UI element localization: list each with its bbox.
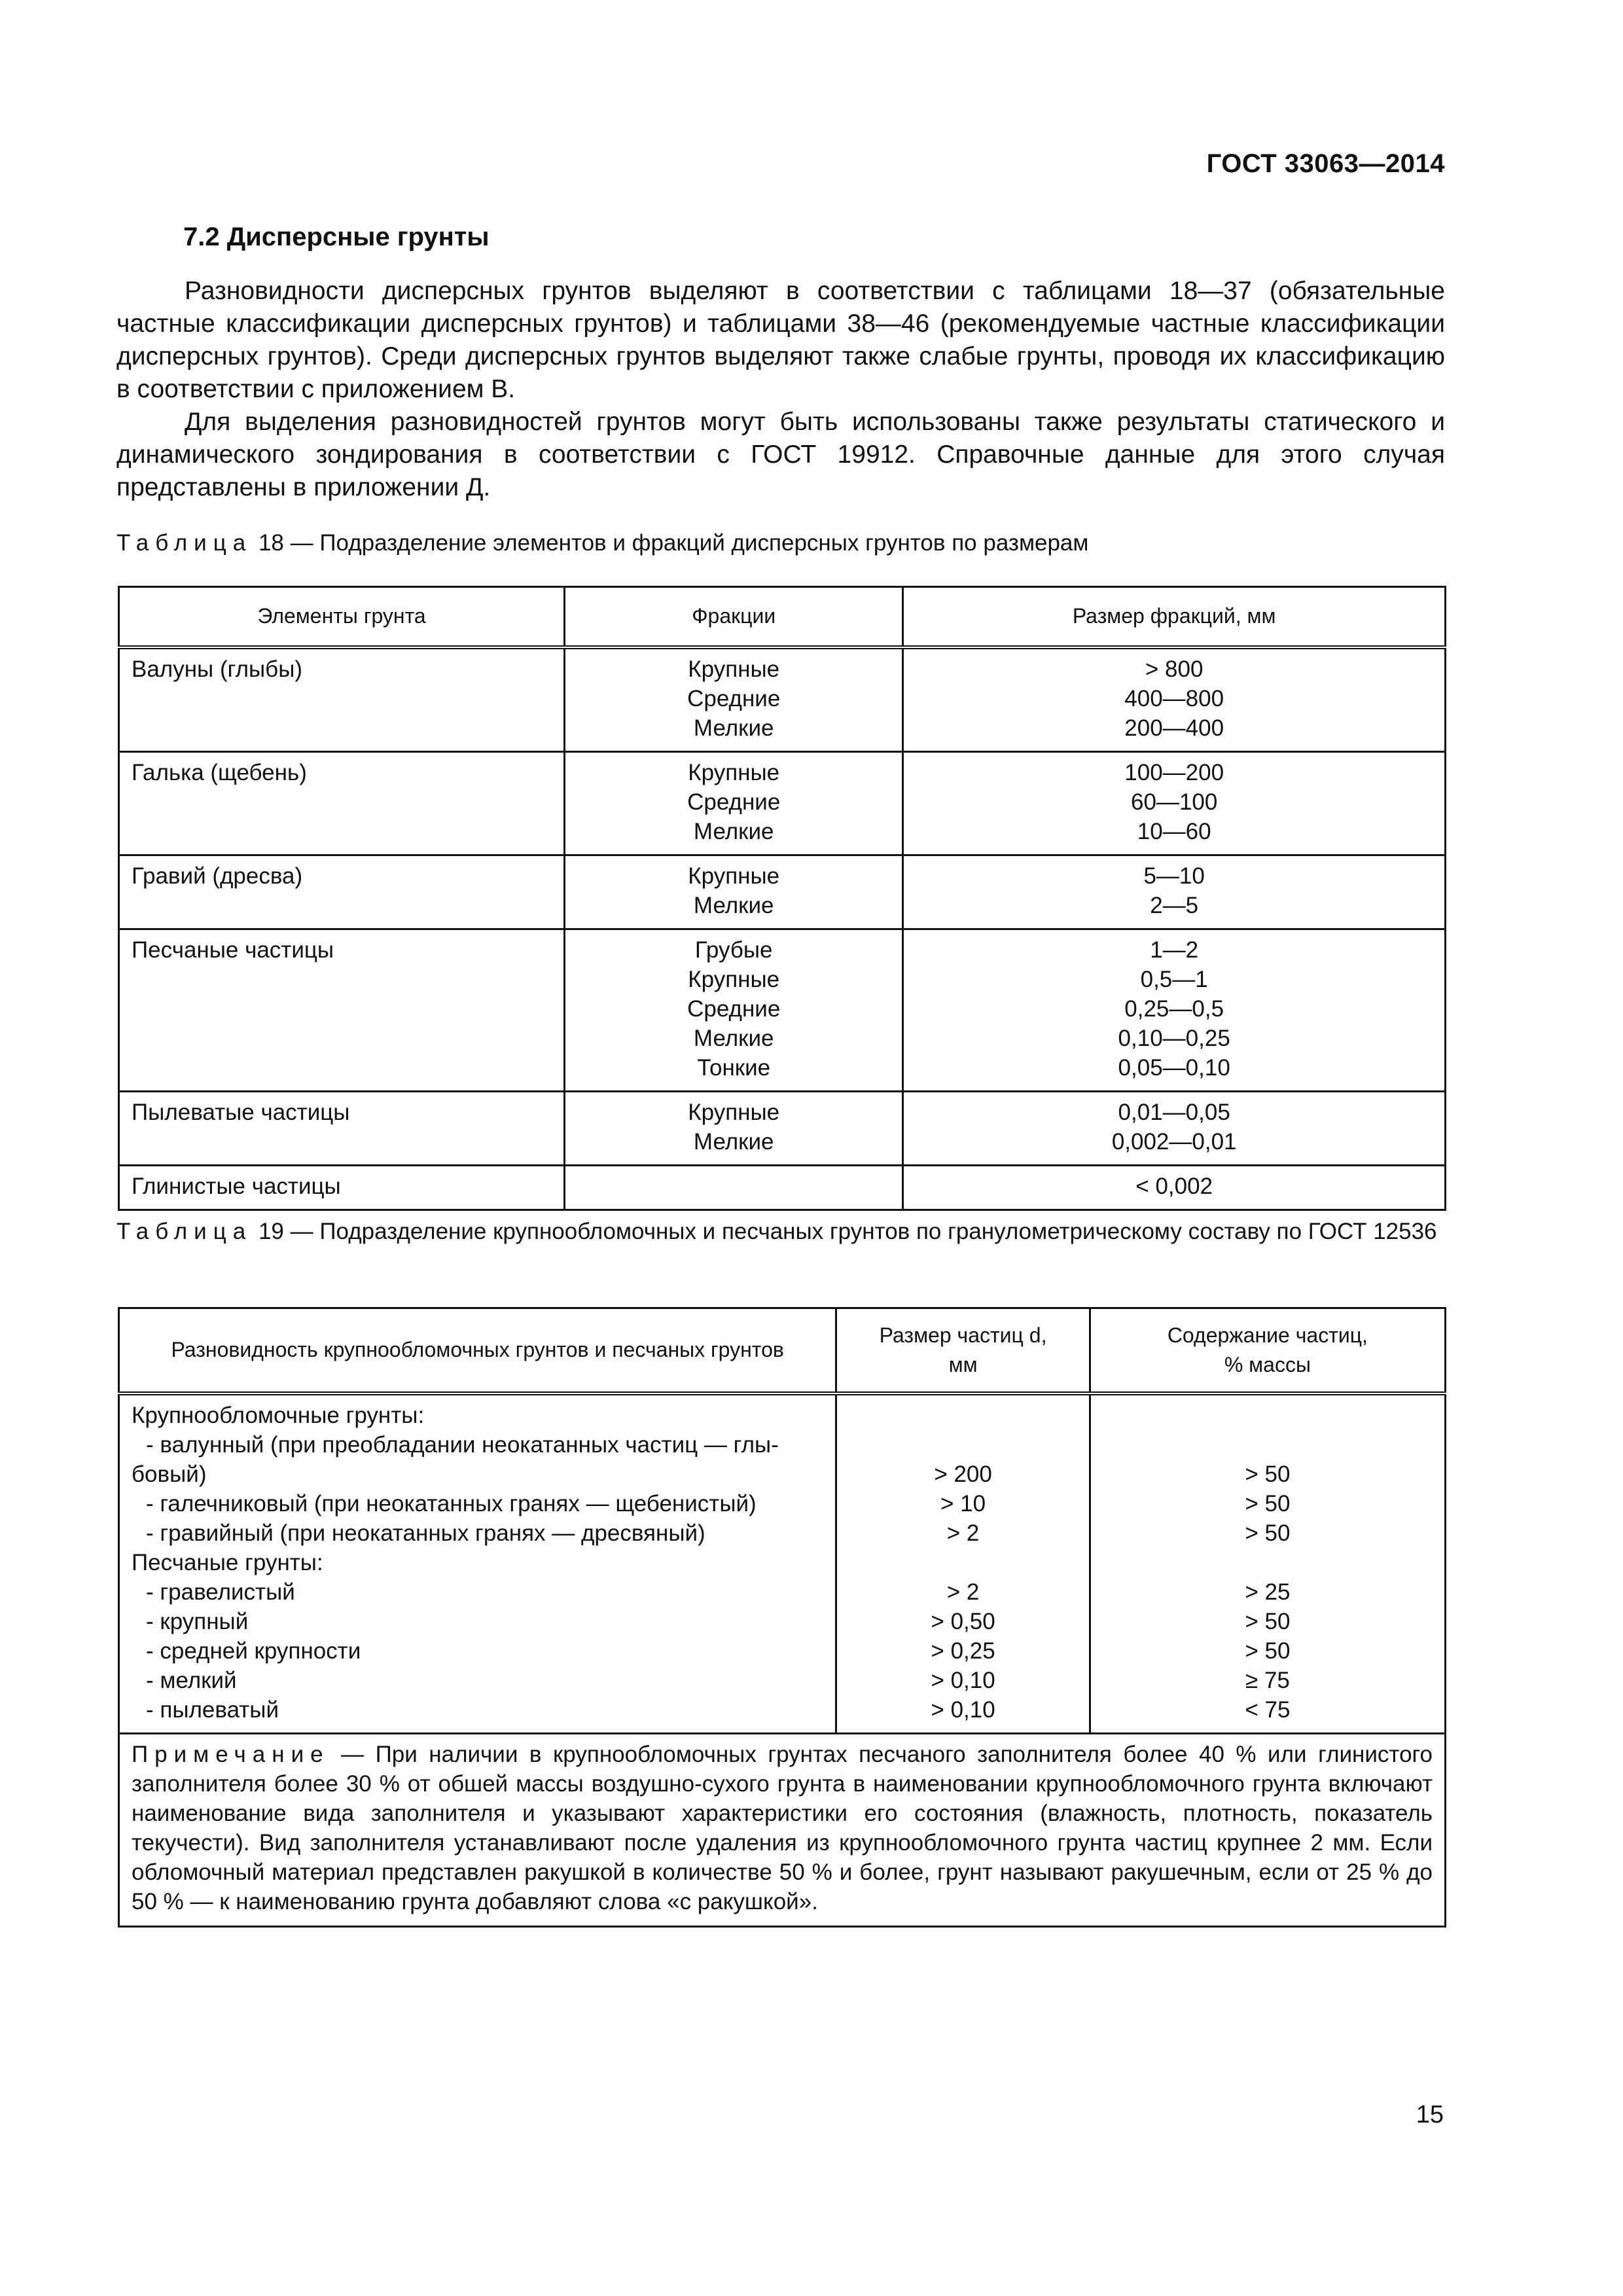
table-19-content-value [1097,1401,1438,1430]
table-19-variety-line: Песчаные грунты: [132,1549,323,1575]
table-18 [118,586,1446,1211]
table-19-header-row [119,1308,1446,1393]
table-18-caption-label: Таблица [116,530,253,556]
table-19-content-value: ≥ 75 [1245,1667,1290,1693]
table-19-header-size-line1: Размер частиц d, [879,1323,1047,1347]
table-18-fractions-cell [565,929,903,1091]
table-19-content-value: > 25 [1245,1579,1291,1605]
table-18-element-cell: Глинистые частицы [119,1165,565,1210]
table-18-size: 5—10 [1143,863,1205,889]
table-18-size: 200—400 [1124,715,1224,741]
table-18-fraction: Крупные [688,759,780,785]
table-18-size: 400—800 [1124,685,1224,711]
table-18-row [119,929,1446,1091]
table-18-row [119,1165,1446,1210]
table-19 [118,1307,1446,1928]
table-18-fractions-cell [565,751,903,855]
table-19-size-value: > 0,50 [931,1608,995,1634]
table-19-size-value [844,1430,1082,1460]
table-19-note-text: — При наличии в крупнообломочных грунтах песчаного заполнителя более 40 % или глинистого заполнителя более 30 % от обшей массы воздушно-сухого грунта в наименовании крупнообломочного грунта включают наименование вида заполнителя и указывают характеристики его состояния (влажность, плотность, показатель текучести). Вид заполнителя устанавливают после удаления из крупнообломочного грунта частиц крупнее 2 мм. Если обломочный материал представлен ракушкой в количестве 50 % и более, грунт называют ракушечным, если от 25 % до 50 % — к наименованию грунта добавляют слова «с ракушкой». [132,1741,1433,1914]
table-19-size-value [844,1401,1082,1430]
table-18-size: 0,002—0,01 [1111,1128,1237,1155]
table-19-variety-line: - гравелистый [146,1579,295,1605]
table-19-content-value: > 50 [1245,1490,1291,1516]
table-19-header-content [1090,1308,1445,1393]
table-18-sizes-cell [903,751,1446,855]
table-19-size-value: > 0,25 [931,1638,995,1664]
table-18-fraction: Тонкие [697,1054,771,1081]
page-number: 15 [1416,2101,1444,2128]
table-18-fraction: Крупные [688,656,780,682]
table-19-variety-line: Крупнообломочные грунты: [132,1402,425,1428]
standard-number: ГОСТ 33063—2014 [1206,149,1445,178]
table-18-fraction: Мелкие [693,715,774,741]
table-19-content-value: > 50 [1245,1638,1291,1664]
table-18-row [119,855,1446,929]
table-18-sizes-cell [903,647,1446,752]
table-18-sizes-cell [903,1165,1446,1210]
table-19-variety-line: - пылеватый [146,1696,279,1723]
table-19-contents [1090,1393,1445,1734]
table-19-header-content-line2: % массы [1224,1352,1311,1376]
table-18-element-cell: Гравий (дресва) [119,855,565,929]
table-18-fraction: Крупные [688,966,780,992]
table-19-caption-text: 19 — Подразделение крупнообломочных и песчаных грунтов по гранулометрическому составу по ГОСТ 12536 [258,1219,1437,1244]
table-18-fraction: Средние [687,685,781,711]
intro-paragraph-2: Для выделения разновидностей грунтов могут быть использованы также результаты статического и динамического зондирования в соответствии с ГОСТ 19912. Справочные данные для этого случая представлены в приложении Д. [116,408,1445,501]
table-19-variety-line: бовый) [132,1461,207,1487]
table-18-header-row [119,587,1446,647]
table-18-fraction: Мелкие [693,892,774,918]
table-19-size-value: > 0,10 [931,1667,995,1693]
table-18-element-cell: Пылеватые частицы [119,1091,565,1165]
table-19-content-value: > 50 [1245,1608,1291,1634]
table-18-header-elements: Элементы грунта [119,587,565,647]
table-19-size-value: > 2 [946,1579,980,1605]
table-19-caption [116,1217,1445,1246]
table-18-fraction: Средние [687,789,781,815]
table-18-fraction: Средние [687,996,781,1022]
table-19-note-label: Примечание [132,1741,330,1767]
table-19-variety-line: - мелкий [146,1667,237,1693]
table-19-content-value [1097,1548,1438,1577]
table-19-size-value: > 2 [946,1520,980,1546]
table-18-size: 1—2 [1150,937,1199,963]
section-title: 7.2 Дисперсные грунты [183,223,490,251]
table-18-row [119,647,1446,752]
table-18-element-cell: Песчаные частицы [119,929,565,1091]
table-18-size: 0,10—0,25 [1118,1025,1230,1051]
table-18-size: 100—200 [1124,759,1224,785]
table-19-body-row [119,1393,1446,1734]
table-19-size-value: > 200 [934,1461,992,1487]
table-18-fractions-cell [565,1091,903,1165]
table-18-header-size: Размер фракций, мм [903,587,1446,647]
table-18-size: 60—100 [1131,789,1218,815]
table-18-element-cell: Валуны (глыбы) [119,647,565,752]
table-19-caption-label: Таблица [116,1219,253,1244]
table-19-content-value: > 50 [1245,1461,1291,1487]
table-19-variety-line: - крупный [146,1608,249,1634]
table-18-size: 2—5 [1150,892,1199,918]
table-18-fraction: Мелкие [693,1128,774,1155]
table-19-content-value [1097,1430,1438,1460]
table-18-element-cell: Галька (щебень) [119,751,565,855]
table-18-header-fractions: Фракции [565,587,903,647]
table-19-variety-line: - валунный (при преобладании неокатанных частиц — глы- [146,1431,779,1458]
table-19-variety-line: - галечниковый (при неокатанных гранях — щебенистый) [146,1490,757,1516]
table-18-size: > 800 [1145,656,1204,682]
table-19-header-size [836,1308,1090,1393]
table-19-header-variety: Разновидность крупнообломочных грунтов и песчаных грунтов [119,1308,836,1393]
table-18-size: 0,5—1 [1140,966,1208,992]
table-18-row [119,751,1446,855]
table-18-fractions-cell [565,647,903,752]
table-18-size: 10—60 [1137,818,1211,844]
table-19-content-value: > 50 [1245,1520,1291,1546]
table-18-row [119,1091,1446,1165]
table-19-size-value: > 10 [940,1490,986,1516]
table-18-fraction: Грубые [694,937,773,963]
table-19-variety-line: - средней крупности [146,1638,361,1664]
table-19-varieties [119,1393,836,1734]
table-19-header-size-line2: мм [948,1352,978,1376]
intro-paragraph-1: Разновидности дисперсных грунтов выделяют в соответствии с таблицами 18—37 (обязательные частные классификации дисперсных грунтов) и таблицами 38—46 (рекомендуемые частные классификации дисперсных грунтов). Среди дисперсных грунтов выделяют также слабые грунты, проводя их классификацию в соответствии с приложением В. [116,277,1445,403]
table-19-note [119,1733,1446,1926]
table-18-fraction: Мелкие [693,1025,774,1051]
table-18-sizes-cell [903,855,1446,929]
table-19-size-value: > 0,10 [931,1696,995,1723]
table-19-header-content-line1: Содержание частиц, [1167,1323,1368,1347]
table-19-note-row [119,1733,1446,1926]
table-19-content-value: < 75 [1245,1696,1291,1723]
table-18-caption-text: 18 — Подразделение элементов и фракций дисперсных грунтов по размерам [258,530,1089,556]
table-18-size: 0,05—0,10 [1118,1054,1230,1081]
table-18-size: 0,01—0,05 [1118,1099,1230,1125]
table-18-fractions-cell [565,855,903,929]
table-19-sizes [836,1393,1090,1734]
table-18-sizes-cell [903,1091,1446,1165]
table-18-sizes-cell [903,929,1446,1091]
table-18-fraction: Крупные [688,863,780,889]
table-18-fraction: Крупные [688,1099,780,1125]
table-18-caption [116,529,1445,558]
table-19-variety-line: - гравийный (при неокатанных гранях — дресвяный) [146,1520,705,1546]
table-18-size: 0,25—0,5 [1124,996,1224,1022]
table-18-size: < 0,002 [1135,1173,1213,1199]
table-18-fraction: Мелкие [693,818,774,844]
table-19-size-value [844,1548,1082,1577]
table-18-fractions-cell [565,1165,903,1210]
